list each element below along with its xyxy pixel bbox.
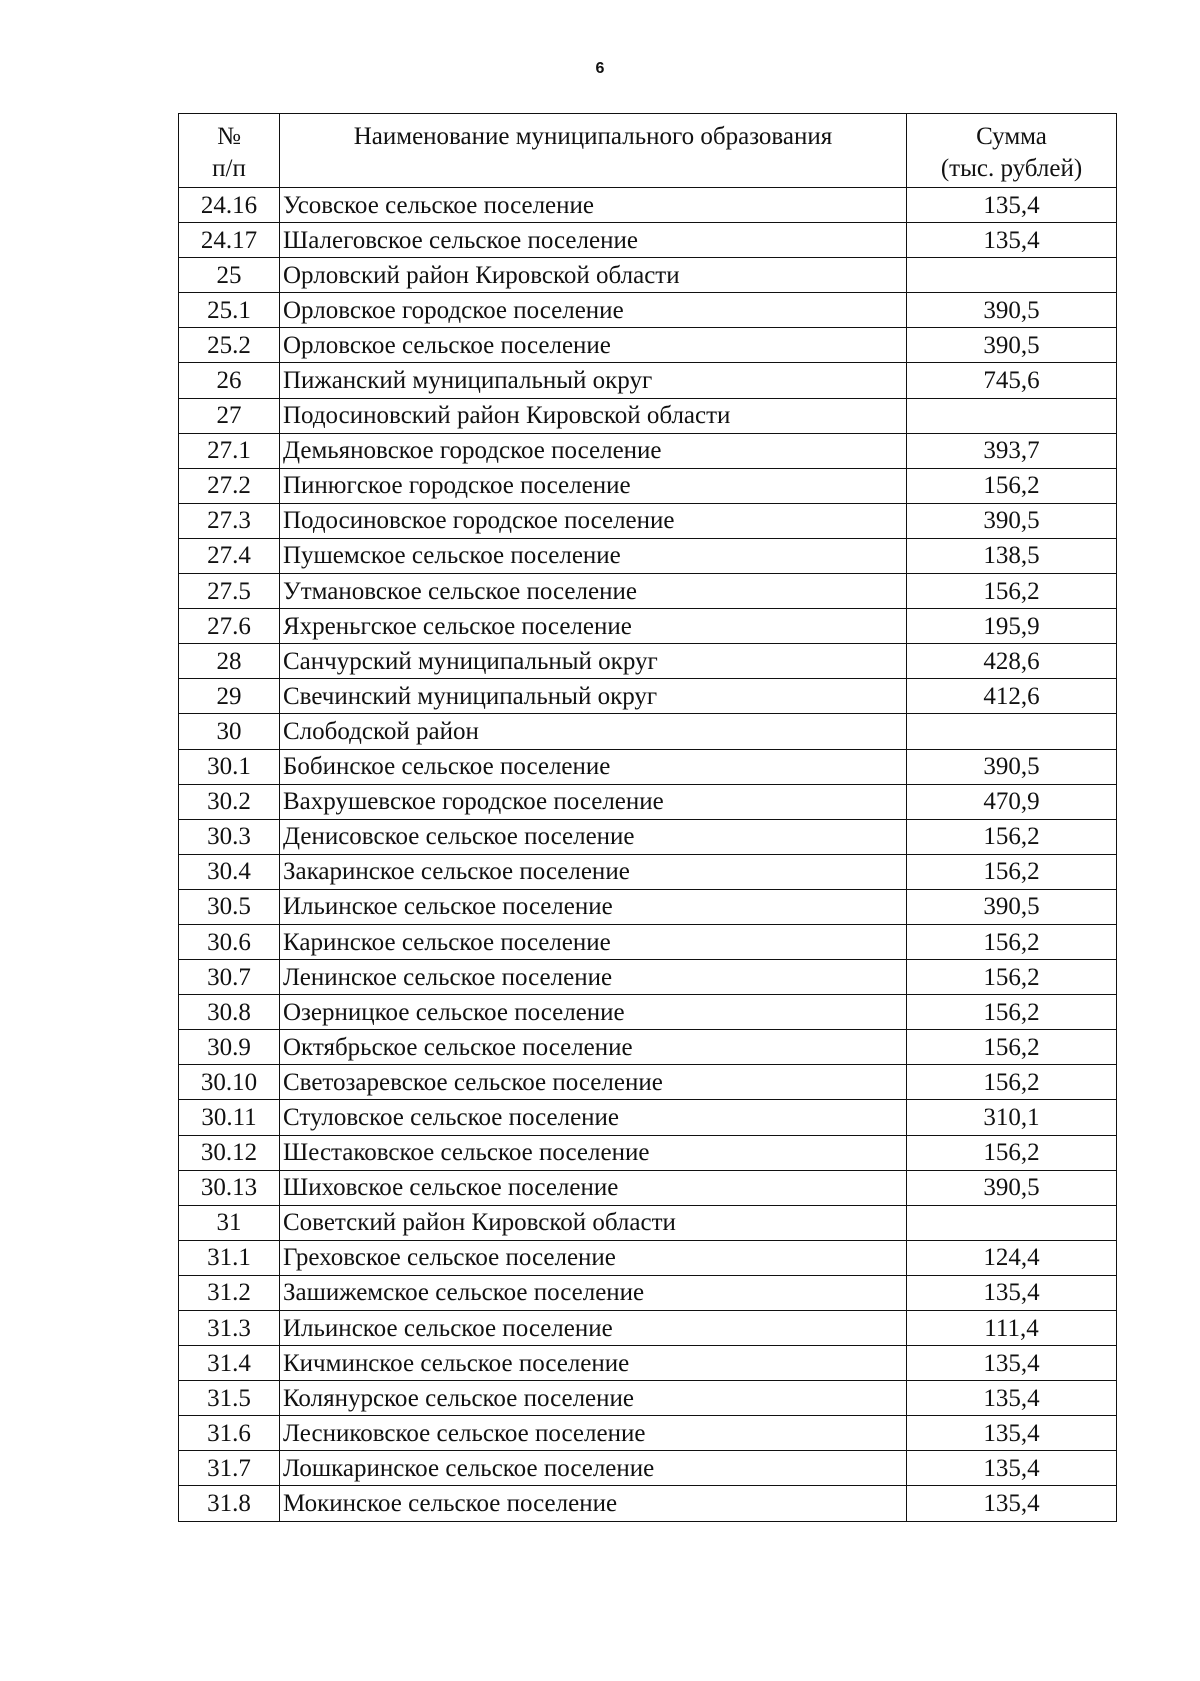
table-row (179, 1451, 1117, 1486)
table-row (179, 574, 1117, 609)
header-row (179, 114, 1117, 188)
table-row (179, 1100, 1117, 1135)
table-row (179, 398, 1117, 433)
row-name-cell: Орловское сельское поселение (280, 328, 907, 363)
row-sum-cell: 111,4 (907, 1311, 1117, 1346)
row-name-cell: Санчурский муниципальный округ (280, 644, 907, 679)
row-sum-cell: 135,4 (907, 1275, 1117, 1310)
row-number-cell: 31.2 (179, 1275, 280, 1310)
table-row (179, 960, 1117, 995)
row-sum-cell: 156,2 (907, 995, 1117, 1030)
row-number-cell: 30.6 (179, 924, 280, 959)
row-sum-cell: 390,5 (907, 749, 1117, 784)
row-sum-cell: 135,4 (907, 223, 1117, 258)
table-row (179, 433, 1117, 468)
table-row (179, 889, 1117, 924)
table-row (179, 1346, 1117, 1381)
row-name-cell: Ильинское сельское поселение (280, 1311, 907, 1346)
table-row (179, 188, 1117, 223)
row-name-cell: Закаринское сельское поселение (280, 854, 907, 889)
row-sum-cell: 412,6 (907, 679, 1117, 714)
row-number-cell: 25.1 (179, 293, 280, 328)
row-sum-cell: 156,2 (907, 854, 1117, 889)
row-number-cell: 30.9 (179, 1030, 280, 1065)
header-number-line1: № (217, 123, 241, 150)
row-sum-cell: 156,2 (907, 468, 1117, 503)
table-row (179, 1030, 1117, 1065)
table-row (179, 1416, 1117, 1451)
row-number-cell: 31.6 (179, 1416, 280, 1451)
row-sum-cell: 124,4 (907, 1240, 1117, 1275)
row-name-cell: Шестаковское сельское поселение (280, 1135, 907, 1170)
row-name-cell: Слободской район (280, 714, 907, 749)
row-name-cell: Пушемское сельское поселение (280, 538, 907, 573)
row-number-cell: 24.16 (179, 188, 280, 223)
row-name-cell: Светозаревское сельское поселение (280, 1065, 907, 1100)
row-sum-cell (907, 1205, 1117, 1240)
row-name-cell: Орловский район Кировской области (280, 258, 907, 293)
table-row (179, 1170, 1117, 1205)
row-number-cell: 27 (179, 398, 280, 433)
table-row (179, 854, 1117, 889)
header-sum-line2: (тыс. рублей) (940, 155, 1083, 182)
row-number-cell: 30.8 (179, 995, 280, 1030)
row-name-cell: Лошкаринское сельское поселение (280, 1451, 907, 1486)
row-name-cell: Подосиновское городское поселение (280, 503, 907, 538)
row-name-cell: Подосиновский район Кировской области (280, 398, 907, 433)
row-number-cell: 30.2 (179, 784, 280, 819)
header-sum-line1: Сумма (976, 123, 1047, 150)
row-sum-cell: 428,6 (907, 644, 1117, 679)
table-row (179, 328, 1117, 363)
header-name-text: Наименование муниципального образования (353, 123, 833, 150)
table-header (179, 114, 1117, 188)
table-row (179, 609, 1117, 644)
row-number-cell: 31 (179, 1205, 280, 1240)
table-row (179, 1205, 1117, 1240)
table-row (179, 784, 1117, 819)
row-number-cell: 27.1 (179, 433, 280, 468)
table-row (179, 1311, 1117, 1346)
row-number-cell: 26 (179, 363, 280, 398)
row-number-cell: 30.10 (179, 1065, 280, 1100)
row-name-cell: Шиховское сельское поселение (280, 1170, 907, 1205)
row-sum-cell: 135,4 (907, 1416, 1117, 1451)
row-number-cell: 30.1 (179, 749, 280, 784)
row-sum-cell: 156,2 (907, 1065, 1117, 1100)
row-number-cell: 24.17 (179, 223, 280, 258)
table-row (179, 1135, 1117, 1170)
row-number-cell: 31.7 (179, 1451, 280, 1486)
row-name-cell: Озерницкое сельское поселение (280, 995, 907, 1030)
table-row (179, 819, 1117, 854)
row-sum-cell: 135,4 (907, 1486, 1117, 1521)
row-number-cell: 30 (179, 714, 280, 749)
row-name-cell: Кичминское сельское поселение (280, 1346, 907, 1381)
row-sum-cell: 135,4 (907, 1346, 1117, 1381)
table-body (179, 188, 1117, 1522)
row-sum-cell: 393,7 (907, 433, 1117, 468)
row-sum-cell: 135,4 (907, 188, 1117, 223)
header-sum (907, 114, 1117, 188)
row-number-cell: 27.2 (179, 468, 280, 503)
row-sum-cell: 195,9 (907, 609, 1117, 644)
row-name-cell: Вахрушевское городское поселение (280, 784, 907, 819)
row-name-cell: Советский район Кировской области (280, 1205, 907, 1240)
row-name-cell: Бобинское сельское поселение (280, 749, 907, 784)
row-name-cell: Утмановское сельское поселение (280, 574, 907, 609)
row-number-cell: 30.4 (179, 854, 280, 889)
row-name-cell: Пинюгское городское поселение (280, 468, 907, 503)
row-name-cell: Стуловское сельское поселение (280, 1100, 907, 1135)
row-sum-cell: 390,5 (907, 328, 1117, 363)
allocation-table (178, 113, 1117, 1522)
table-row (179, 995, 1117, 1030)
row-number-cell: 31.5 (179, 1381, 280, 1416)
row-sum-cell: 390,5 (907, 1170, 1117, 1205)
table-row (179, 503, 1117, 538)
row-name-cell: Пижанский муниципальный округ (280, 363, 907, 398)
row-sum-cell: 156,2 (907, 1135, 1117, 1170)
row-sum-cell: 135,4 (907, 1451, 1117, 1486)
row-sum-cell: 470,9 (907, 784, 1117, 819)
table-row (179, 1240, 1117, 1275)
row-name-cell: Шалеговское сельское поселение (280, 223, 907, 258)
row-name-cell: Каринское сельское поселение (280, 924, 907, 959)
row-sum-cell (907, 398, 1117, 433)
row-number-cell: 30.5 (179, 889, 280, 924)
page-number: 6 (595, 60, 605, 77)
row-name-cell: Зашижемское сельское поселение (280, 1275, 907, 1310)
table-row (179, 1065, 1117, 1100)
row-number-cell: 30.3 (179, 819, 280, 854)
row-number-cell: 30.12 (179, 1135, 280, 1170)
row-sum-cell (907, 258, 1117, 293)
table-row (179, 258, 1117, 293)
table-row (179, 714, 1117, 749)
table-row (179, 679, 1117, 714)
table-row (179, 924, 1117, 959)
row-sum-cell: 156,2 (907, 819, 1117, 854)
row-name-cell: Ильинское сельское поселение (280, 889, 907, 924)
row-number-cell: 25 (179, 258, 280, 293)
row-sum-cell: 156,2 (907, 924, 1117, 959)
row-sum-cell: 156,2 (907, 574, 1117, 609)
row-sum-cell: 156,2 (907, 1030, 1117, 1065)
table-row (179, 223, 1117, 258)
allocation-table-container (178, 113, 1116, 1522)
row-number-cell: 29 (179, 679, 280, 714)
row-number-cell: 30.7 (179, 960, 280, 995)
row-number-cell: 31.4 (179, 1346, 280, 1381)
header-number (179, 114, 280, 188)
row-name-cell: Колянурское сельское поселение (280, 1381, 907, 1416)
row-number-cell: 31.3 (179, 1311, 280, 1346)
row-number-cell: 30.11 (179, 1100, 280, 1135)
table-row (179, 1275, 1117, 1310)
row-sum-cell: 156,2 (907, 960, 1117, 995)
table-row (179, 293, 1117, 328)
table-row (179, 644, 1117, 679)
row-name-cell: Свечинский муниципальный округ (280, 679, 907, 714)
row-number-cell: 27.5 (179, 574, 280, 609)
table-row (179, 468, 1117, 503)
row-sum-cell: 138,5 (907, 538, 1117, 573)
row-name-cell: Усовское сельское поселение (280, 188, 907, 223)
table-row (179, 363, 1117, 398)
table-row (179, 538, 1117, 573)
row-sum-cell: 390,5 (907, 889, 1117, 924)
row-name-cell: Октябрьское сельское поселение (280, 1030, 907, 1065)
table-row (179, 1486, 1117, 1521)
row-name-cell: Ленинское сельское поселение (280, 960, 907, 995)
row-sum-cell (907, 714, 1117, 749)
row-sum-cell: 390,5 (907, 503, 1117, 538)
row-sum-cell: 135,4 (907, 1381, 1117, 1416)
row-sum-cell: 390,5 (907, 293, 1117, 328)
row-name-cell: Орловское городское поселение (280, 293, 907, 328)
row-number-cell: 27.4 (179, 538, 280, 573)
table-row (179, 749, 1117, 784)
row-name-cell: Мокинское сельское поселение (280, 1486, 907, 1521)
row-number-cell: 31.8 (179, 1486, 280, 1521)
row-number-cell: 25.2 (179, 328, 280, 363)
row-name-cell: Демьяновское городское поселение (280, 433, 907, 468)
row-name-cell: Греховское сельское поселение (280, 1240, 907, 1275)
row-name-cell: Лесниковское сельское поселение (280, 1416, 907, 1451)
row-number-cell: 27.6 (179, 609, 280, 644)
table-row (179, 1381, 1117, 1416)
header-name (280, 114, 907, 188)
row-number-cell: 30.13 (179, 1170, 280, 1205)
row-sum-cell: 745,6 (907, 363, 1117, 398)
row-number-cell: 31.1 (179, 1240, 280, 1275)
row-number-cell: 27.3 (179, 503, 280, 538)
row-name-cell: Денисовское сельское поселение (280, 819, 907, 854)
header-number-line2: п/п (212, 155, 246, 182)
row-number-cell: 28 (179, 644, 280, 679)
row-name-cell: Яхреньгское сельское поселение (280, 609, 907, 644)
row-sum-cell: 310,1 (907, 1100, 1117, 1135)
